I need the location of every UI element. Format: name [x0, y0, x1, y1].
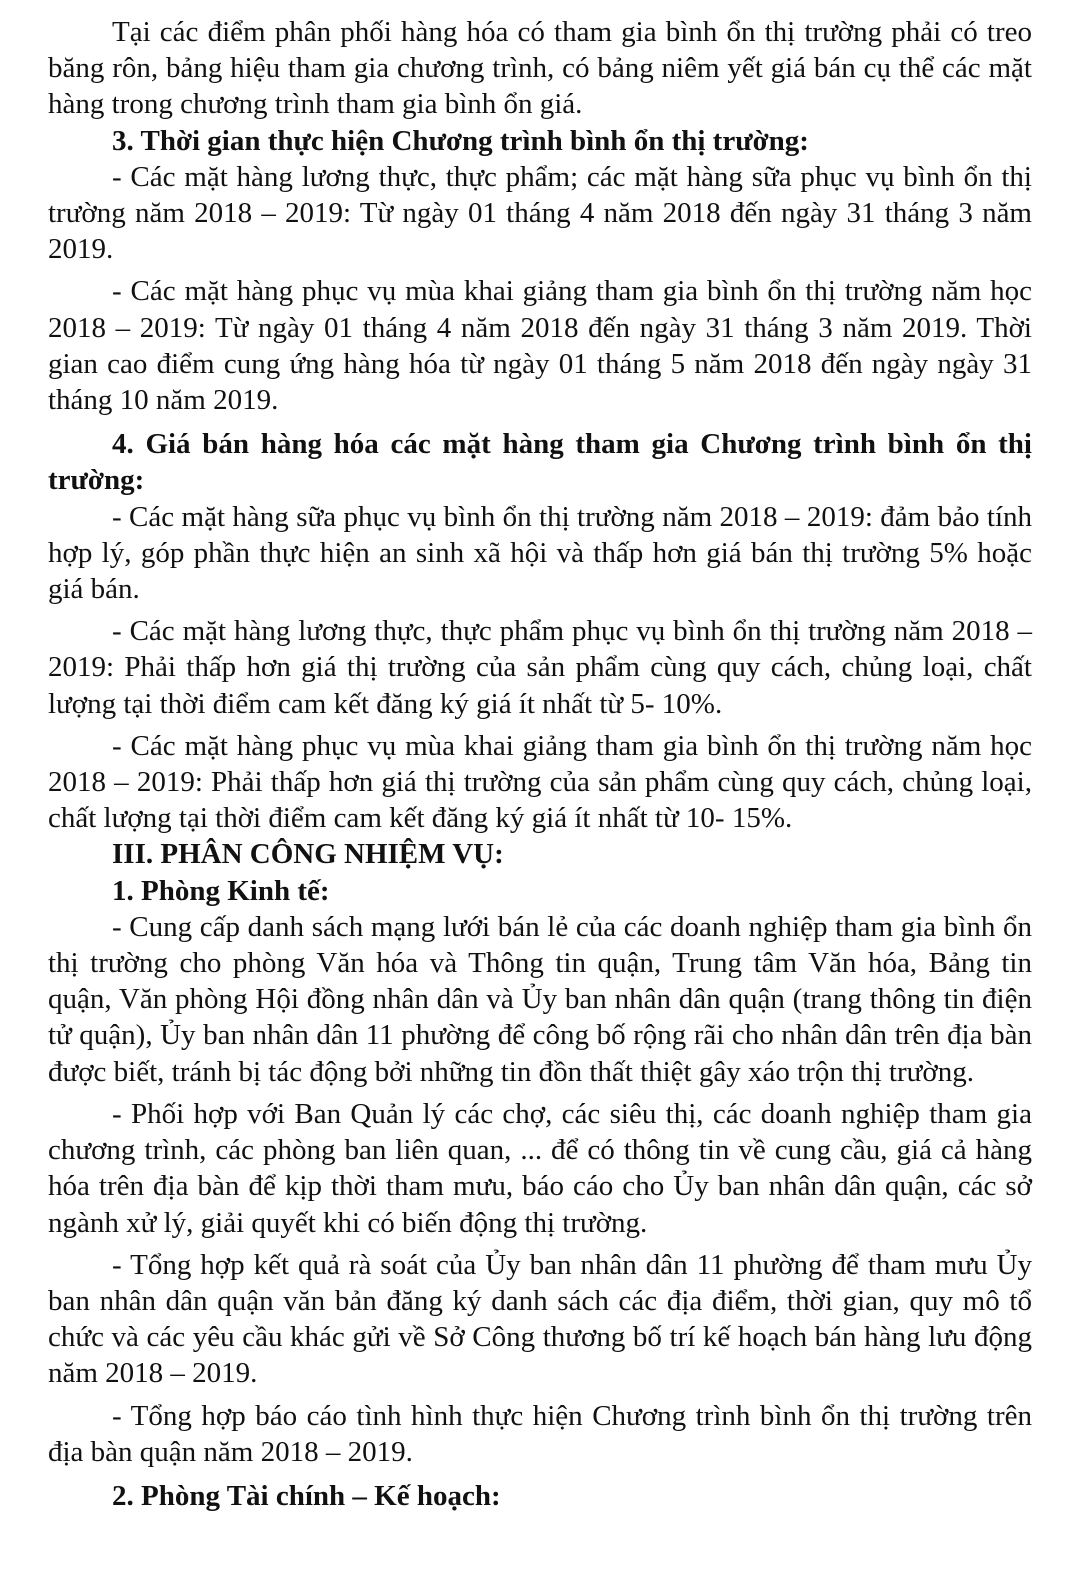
paragraph-school-prices: - Các mặt hàng phục vụ mùa khai giảng tham gia bình ổn thị trường năm học 2018 – 2019: Phải thấp hơn giá thị trường của sản phẩm cùng quy cách, chủng loại, chất lượng tại thời điểm cam kết đăng ký giá ít nhất từ 10- 15%. [48, 729, 1032, 835]
paragraph-market-stabilization-points: Tại các điểm phân phối hàng hóa có tham gia bình ổn thị trường phải có treo băng rôn, bảng hiệu tham gia chương trình, có bảng niêm yết giá bán cụ thể các mặt hàng trong chương trình tham gia bình ổn giá. [48, 16, 1032, 121]
document-page [48, 14, 1032, 1514]
paragraph-implementation-report: - Tổng hợp báo cáo tình hình thực hiện Chương trình bình ổn thị trường trên địa bàn quận năm 2018 – 2019. [48, 1399, 1032, 1468]
heading-selling-prices: 4. Giá bán hàng hóa các mặt hàng tham gia Chương trình bình ổn thị trường: [48, 428, 1032, 497]
paragraph-food-prices: - Các mặt hàng lương thực, thực phẩm phục vụ bình ổn thị trường năm 2018 – 2019: Phải thấp hơn giá thị trường của sản phẩm cùng quy cách, chủng loại, chất lượng tại thời điểm cam kết đăng ký giá ít nhất từ 5- 10%. [48, 615, 1032, 720]
heading-economic-department: 1. Phòng Kinh tế: [112, 874, 330, 907]
heading-implementation-time: 3. Thời gian thực hiện Chương trình bình ổn thị trường: [112, 124, 809, 157]
heading-finance-planning-department: 2. Phòng Tài chính – Kế hoạch: [112, 1479, 501, 1512]
paragraph-retail-network-list: - Cung cấp danh sách mạng lưới bán lẻ của các doanh nghiệp tham gia bình ổn thị trường cho phòng Văn hóa và Thông tin quận, Trung tâm Văn hóa, Bảng tin quận, Văn phòng Hội đồng nhân dân và Ủy ban nhân dân quận (trang thông tin điện tử quận), Ủy ban nhân dân 11 phường để công bố rộng rãi cho nhân dân trên địa bàn được biết, tránh bị tác động bởi những tin đồn thất thiệt gây xáo trộn thị trường. [48, 910, 1032, 1088]
paragraph-coordination: - Phối hợp với Ban Quản lý các chợ, các siêu thị, các doanh nghiệp tham gia chương trình, các phòng ban liên quan, ... để có thông tin về cung cầu, giá cả hàng hóa trên địa bàn để kịp thời tham mưu, báo cáo cho Ủy ban nhân dân quận, các sở ngành xử lý, giải quyết khi có biến động thị trường. [48, 1097, 1032, 1239]
paragraph-review-summary: - Tổng hợp kết quả rà soát của Ủy ban nhân dân 11 phường để tham mưu Ủy ban nhân dân quận văn bản đăng ký danh sách các địa điểm, thời gian, quy mô tổ chức và các yêu cầu khác gửi về Sở Công thương bố trí kế hoạch bán hàng lưu động năm 2018 – 2019. [48, 1248, 1032, 1390]
paragraph-dairy-prices: - Các mặt hàng sữa phục vụ bình ổn thị trường năm 2018 – 2019: đảm bảo tính hợp lý, góp phần thực hiện an sinh xã hội và thấp hơn giá bán thị trường 5% hoặc giá bán. [48, 500, 1032, 606]
heading-task-assignment: III. PHÂN CÔNG NHIỆM VỤ: [112, 838, 504, 871]
paragraph-school-season-timeline: - Các mặt hàng phục vụ mùa khai giảng tham gia bình ổn thị trường năm học 2018 – 2019: Từ ngày 01 tháng 4 năm 2018 đến ngày 31 tháng 3 năm 2019. Thời gian cao điểm cung ứng hàng hóa từ ngày 01 tháng 5 năm 2018 đến ngày ngày 31 tháng 10 năm 2019. [48, 275, 1032, 417]
paragraph-food-dairy-timeline: - Các mặt hàng lương thực, thực phẩm; các mặt hàng sữa phục vụ bình ổn thị trường năm 2018 – 2019: Từ ngày 01 tháng 4 năm 2018 đến ngày 31 tháng 3 năm 2019. [48, 160, 1032, 266]
